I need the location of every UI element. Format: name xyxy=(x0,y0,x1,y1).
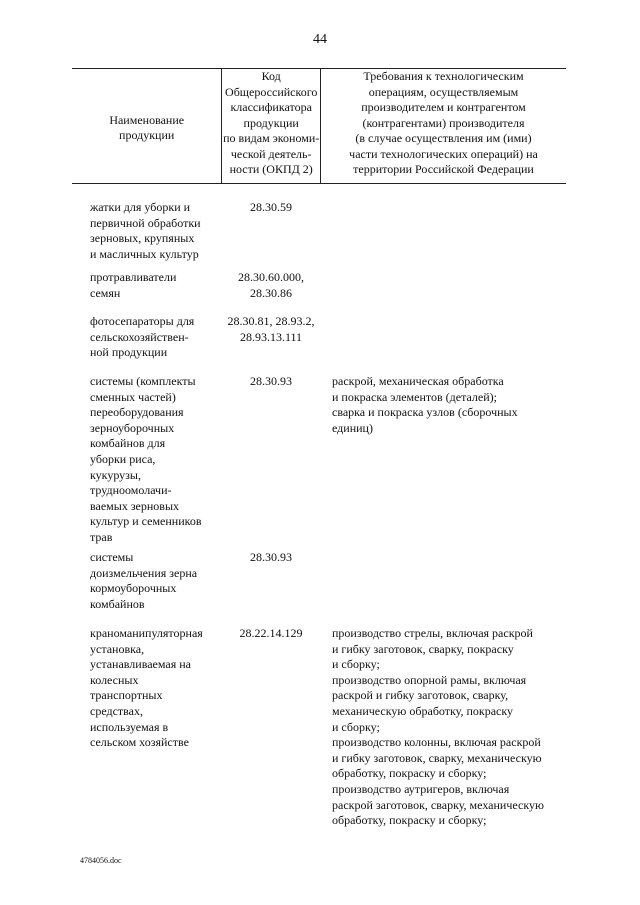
requirements-text: раскрой, механическая обработка и покраска элементов (деталей); сварка и покраска узлов (сборочных единиц) xyxy=(332,374,518,435)
product-name: системы доизмельчения зерна кормоуборочных комбайнов xyxy=(90,550,198,611)
product-name: фотосепараторы для сельскохозяйствен- ной продукции xyxy=(90,314,195,360)
header-product-name: Наименование продукции xyxy=(109,112,185,142)
okpd-code: 28.30.59 xyxy=(250,200,292,214)
page-number: 44 xyxy=(313,32,327,47)
requirements-text xyxy=(320,314,566,374)
header-requirements: Требования к технологическим операциям, осуществляемым производителем и контрагентом (контрагентами) производителя (в случае осуществления им (ими) части технологических операций) на территории Российской Федерации xyxy=(349,69,538,176)
okpd-code: 28.30.81, 28.93.2, 28.93.13.111 xyxy=(227,314,315,344)
table-header xyxy=(72,69,566,184)
product-name: системы (комплекты сменных частей) переоборудования зерноуборочных комбайнов для уборки риса, кукурузы, трудноомолачи- ваемых зерновых культур и семенников трав xyxy=(90,374,202,544)
okpd-code: 28.30.93 xyxy=(250,550,292,564)
okpd-code: 28.30.60.000, 28.30.86 xyxy=(238,270,304,300)
document-file-reference: 4784056.doc xyxy=(80,856,122,865)
requirements-text xyxy=(320,270,566,314)
table-row xyxy=(72,200,566,270)
table-row xyxy=(72,550,566,626)
requirements-table xyxy=(72,68,566,826)
requirements-text xyxy=(320,550,566,626)
product-name: протравливатели семян xyxy=(90,270,177,300)
requirements-text: производство стрелы, включая раскрой и гибку заготовок, сварку, покраску и сборку; производство опорной рамы, включая раскрой и гибку заготовок, сварку, механическую обработку, покраску и сборку; производство колонны, включая раскрой и гибку заготовок, сварку, механическую обработку, покраску и сборку; производство аутригеров, включая раскрой заготовок, сварку, механическую обработку, покраску и сборку; xyxy=(332,626,544,828)
table-row xyxy=(72,374,566,550)
okpd-code: 28.30.93 xyxy=(250,374,292,388)
header-okpd-code: Код Общероссийского классификатора продукции по видам экономи- ческой деятель- ности (ОКПД 2) xyxy=(221,69,321,183)
table-body xyxy=(72,184,566,826)
table-row xyxy=(72,270,566,314)
product-name: жатки для уборки и первичной обработки зерновых, крупяных и масличных культур xyxy=(90,200,201,261)
requirements-text xyxy=(320,200,566,270)
table-row xyxy=(72,626,566,826)
table-row xyxy=(72,314,566,374)
product-name: краноманипуляторная установка, устанавливаемая на колесных транспортных средствах, используемая в сельском хозяйстве xyxy=(90,626,203,750)
okpd-code: 28.22.14.129 xyxy=(239,626,303,640)
